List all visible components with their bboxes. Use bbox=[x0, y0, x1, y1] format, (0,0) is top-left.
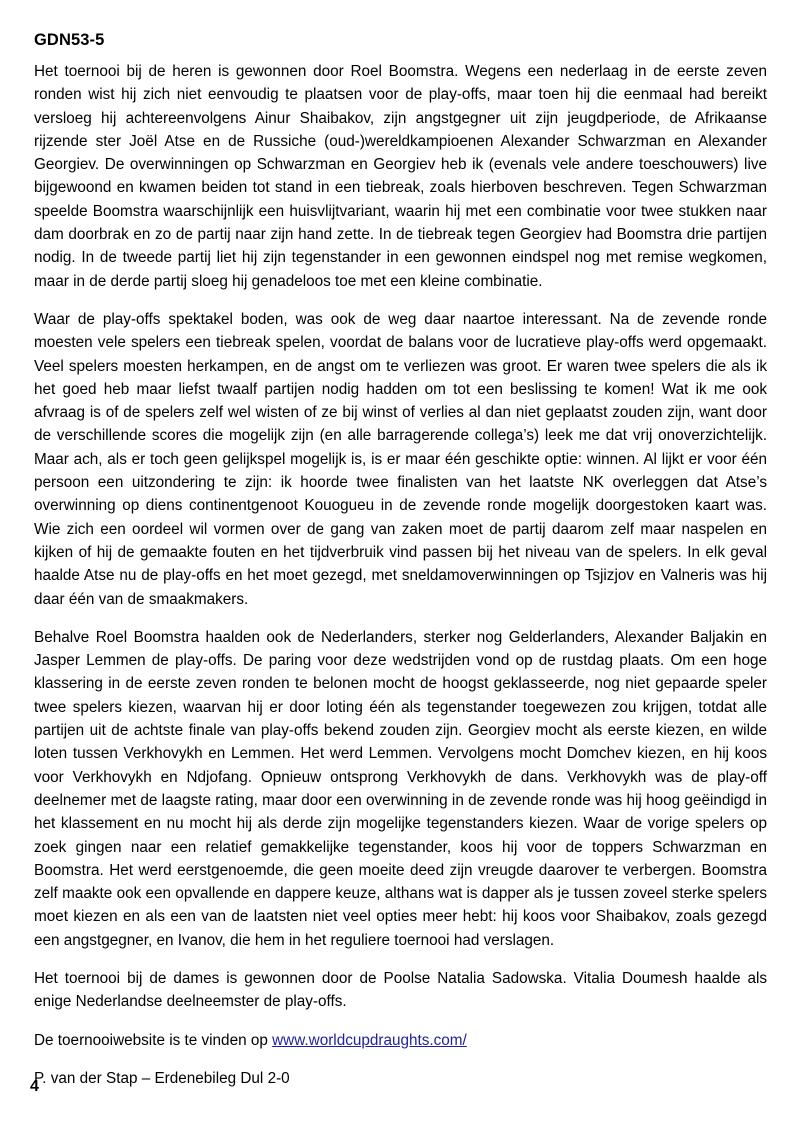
paragraph-3: Behalve Roel Boomstra haalden ook de Nederlanders, sterker nog Gelderlanders, Alexander Baljakin en Jasper Lemmen de play-offs. De paring voor deze wedstrijden vond op de rustdag plaats. Om een hoge klassering in de eerste zeven ronden te belonen mocht de hoogst geklasseerde, nog niet gepaarde speler twee spelers kiezen, waarvan hij er door loting één als tegenstander toegewezen zou krijgen, totdat alle partijen uit de achtste finale van play-offs bekend zouden zijn. Georgiev mocht als eerste kiezen, en wilde loten tussen Verkhovykh en Lemmen. Het werd Lemmen. Vervolgens mocht Domchev kiezen, en hij koos voor Verkhovykh en Ndjofang. Opnieuw ontsprong Verkhovykh de dans. Verkhovykh was de play-off deelnemer met de laagste rating, maar door een overwinning in de zevende ronde was hij hoog geëindigd in het klassement en nu mocht hij als derde zijn mogelijke tegenstanders kiezen. Waar de vorige spelers op zoek gingen naar een relatief gemakkelijke tegenstander, koos hij voor de toppers Schwarzman en Boomstra. Het werd eerstgenoemde, die geen moeite deed zijn vreugde daarover te verbergen. Boomstra zelf maakte ook een opvallende en dappere keuze, althans wat is dapper als je tussen zoveel sterke spelers moet kiezen en als een van de laatsten niet veel opties meer hebt: hij koos voor Shaibakov, zoals gezegd een angstgegner, en Ivanov, die hem in het reguliere toernooi had verslagen. bbox=[34, 628, 767, 949]
document-header-code: GDN53-5 bbox=[34, 31, 105, 49]
paragraph-4: Het toernooi bij de dames is gewonnen door de Poolse Natalia Sadowska. Vitalia Doumesh haalde als enige Nederlandse deelneemster de play-offs. bbox=[34, 969, 767, 1011]
signature-line: P. van der Stap – Erdenebileg Dul 2-0 bbox=[34, 1069, 290, 1087]
document-body bbox=[34, 60, 767, 1105]
website-paragraph bbox=[34, 1029, 767, 1052]
paragraph-2: Waar de play-offs spektakel boden, was ook de weg daar naartoe interessant. Na de zevende ronde moesten vele spelers een tiebreak spelen, voordat de balans voor de lucratieve play-offs werd opgemaakt. Veel spelers moesten herkampen, en de angst om te verliezen was groot. Er waren twee spelers die als ik het goed heb maar liefst twaalf partijen nodig hadden om tot een beslissing te komen! Wat ik me ook afvraag is of de spelers zelf wel wisten of ze bij winst of verlies al dan niet geplaatst zouden zijn, want door de verschillende scores die mogelijk zijn (en alle barragerende collega’s) leek me dat vrij onoverzichtelijk. Maar ach, als er toch geen gelijkspel mogelijk is, is er maar één geschikte optie: winnen. Al lijkt er voor één persoon een uitzondering te zijn: ik hoorde twee finalisten van het laatste NK overleggen dat Atse’s overwinning op diens continentgenoot Kouogueu in de zevende ronde mogelijk doorgestoken kaart was. Wie zich een oordeel wil vormen over de gang van zaken moet de partij daarom zelf maar naspelen en kijken of hij de gemaakte fouten en het tijdverbruik vind passen bij het niveau van de spelers. In elk geval haalde Atse nu de play-offs en het moet gezegd, met sneldamoverwinningen op Tsjizjov en Valneris was hij daar één van de smaakmakers. bbox=[34, 310, 767, 608]
page-number: 4 bbox=[30, 1078, 39, 1095]
website-paragraph-prefix: De toernooiwebsite is te vinden op bbox=[34, 1031, 273, 1049]
tournament-website-link[interactable]: www.worldcupdraughts.com/ bbox=[272, 1031, 467, 1049]
paragraph-1: Het toernooi bij de heren is gewonnen door Roel Boomstra. Wegens een nederlaag in de eerste zeven ronden wist hij zich niet eenvoudig te plaatsen voor de play-offs, maar toen hij die eenmaal had bereikt versloeg hij achtereenvolgens Ainur Shaibakov, zijn angstgegner uit zijn jeugdperiode, de Afrikaanse rijzende ster Joël Atse en de Russiche (oud-)wereldkampioenen Alexander Schwarzman en Alexander Georgiev. De overwinningen op Schwarzman en Georgiev heb ik (evenals vele andere toeschouwers) live bijgewoond en kwamen beiden tot stand in een tiebreak, zoals hierboven beschreven. Tegen Schwarzman speelde Boomstra waarschijnlijk een huisvlijtvariant, waarin hij met een combinatie voor twee stukken naar dam doorbrak en zo de partij naar zijn hand zette. In de tiebreak tegen Georgiev had Boomstra drie partijen nodig. In de tweede partij liet hij zijn tegenstander in een gewonnen eindspel nog met remise wegkomen, maar in de derde partij sloeg hij genadeloos toe met een kleine combinatie. bbox=[34, 63, 767, 290]
